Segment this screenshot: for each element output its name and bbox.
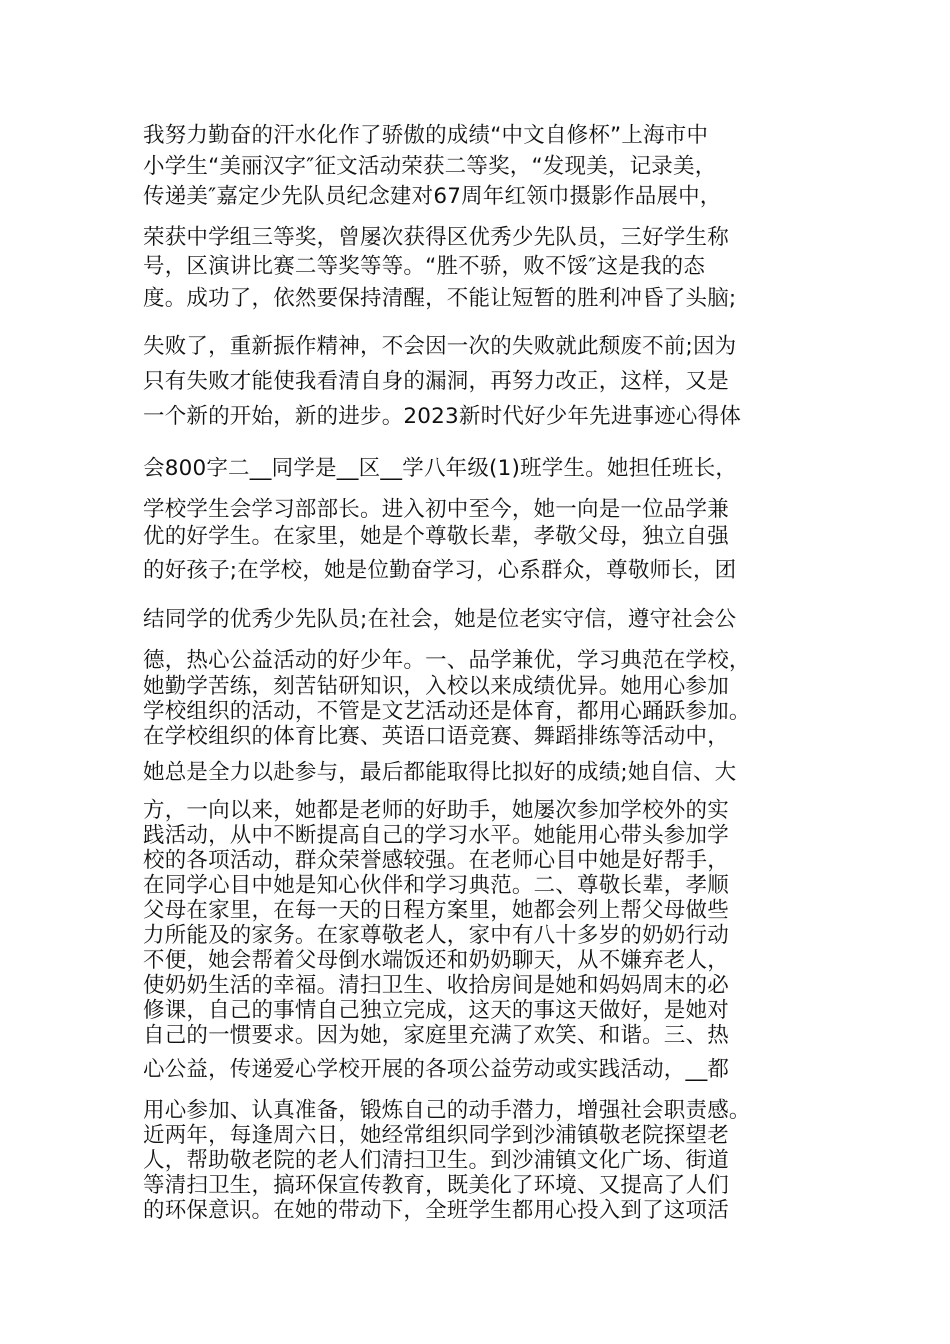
text-line: 用心参加、认真准备，锻炼自己的动手潜力，增强社会职责感。 bbox=[143, 1098, 751, 1123]
text-line: 的环保意识。在她的带动下，全班学生都用心投入到了这项活 bbox=[143, 1198, 729, 1223]
text-line: 不便，她会帮着父母倒水端饭还和奶奶聊天，从不嫌弃老人， bbox=[143, 948, 729, 973]
text-line: 父母在家里，在每一天的日程方案里，她都会列上帮父母做些 bbox=[143, 898, 729, 923]
text-line: 力所能及的家务。在家尊敬老人，家中有八十多岁的奶奶行动 bbox=[143, 923, 729, 948]
text-line: 心公益，传递爱心学校开展的各项公益劳动或实践活动，__都 bbox=[143, 1057, 730, 1082]
text-line: 自己的一惯要求。因为她，家庭里充满了欢笑、和谐。三、热 bbox=[143, 1023, 729, 1048]
text-line: 失败了，重新振作精神，不会因一次的失败就此颓废不前;因为 bbox=[143, 334, 737, 359]
text-line: 我努力勤奋的汗水化作了骄傲的成绩“中文自修杯”上海市中 bbox=[143, 123, 709, 148]
text-line: 近两年，每逢周六日，她经常组织同学到沙浦镇敬老院探望老 bbox=[143, 1123, 729, 1148]
text-line: 她勤学苦练，刻苦钻研知识，入校以来成绩优异。她用心参加 bbox=[143, 674, 729, 699]
text-line: 学校组织的活动，不管是文艺活动还是体育，都用心踊跃参加。 bbox=[143, 699, 751, 724]
text-line: 她总是全力以赴参与，最后都能取得比拟好的成绩;她自信、大 bbox=[143, 760, 737, 785]
text-line: 一个新的开始，新的进步。2023新时代好少年先进事迹心得体 bbox=[143, 404, 742, 429]
text-line: 使奶奶生活的幸福。清扫卫生、收拾房间是她和妈妈周末的必 bbox=[143, 973, 729, 998]
text-line: 人，帮助敬老院的老人们清扫卫生。到沙浦镇文化广场、街道 bbox=[143, 1148, 729, 1173]
text-line: 荣获中学组三等奖，曾屡次获得区优秀少先队员，三好学生称 bbox=[143, 225, 729, 250]
text-line: 传递美″嘉定少先队员纪念建对67周年红领巾摄影作品展中， bbox=[143, 184, 722, 209]
text-line: 结同学的优秀少先队员;在社会，她是位老实守信，遵守社会公 bbox=[143, 607, 737, 632]
text-line: 只有失败才能使我看清自身的漏洞，再努力改正，这样，又是 bbox=[143, 369, 729, 394]
text-line: 等清扫卫生，搞环保宣传教育，既美化了环境、又提高了人们 bbox=[143, 1173, 729, 1198]
text-line: 在同学心目中她是知心伙伴和学习典范。二、尊敬长辈，孝顺 bbox=[143, 873, 729, 898]
text-line: 号，区演讲比赛二等奖等等。“胜不骄，败不馁″这是我的态 bbox=[143, 254, 706, 279]
text-line: 度。成功了，依然要保持清醒，不能让短暂的胜利冲昏了头脑; bbox=[143, 286, 737, 311]
text-line: 会800字二__同学是__区__学八年级(1)班学生。她担任班长， bbox=[143, 456, 738, 481]
text-line: 践活动，从中不断提高自己的学习水平。她能用心带头参加学 bbox=[143, 823, 729, 848]
text-line: 修课，自己的事情自己独立完成，这天的事这天做好，是她对 bbox=[143, 998, 729, 1023]
text-line: 德，热心公益活动的好少年。一、品学兼优，学习典范在学校， bbox=[143, 648, 751, 673]
text-line: 学校学生会学习部部长。进入初中至今，她一向是一位品学兼 bbox=[143, 497, 729, 522]
text-line: 在学校组织的体育比赛、英语口语竞赛、舞蹈排练等活动中， bbox=[143, 724, 729, 749]
text-line: 小学生“美丽汉字″征文活动荣获二等奖，“发现美，记录美， bbox=[143, 154, 717, 179]
text-line: 方，一向以来，她都是老师的好助手，她屡次参加学校外的实 bbox=[143, 798, 729, 823]
text-line: 校的各项活动，群众荣誉感较强。在老师心目中她是好帮手， bbox=[143, 848, 729, 873]
text-line: 的好孩子;在学校，她是位勤奋学习，心系群众，尊敬师长，团 bbox=[143, 558, 737, 583]
text-line: 优的好学生。在家里，她是个尊敬长辈，孝敬父母，独立自强 bbox=[143, 524, 729, 549]
